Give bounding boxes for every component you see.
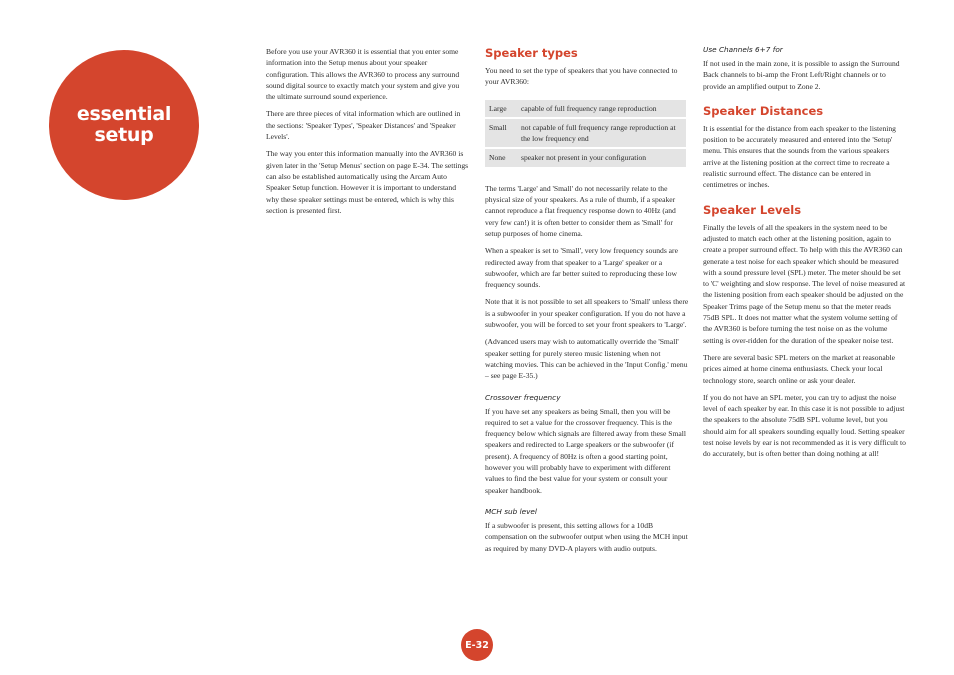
body-paragraph: Finally the levels of all the speakers in the system need to be adjusted to match each other at the listening position, again to create a proper surround effect. To help with this the AVR360 can generate a test noise for each speaker which should be measured with a sound pressure level (SPL) meter. The meter should be set to 'C' weighting and slow response. The level of noise measured at the listening position from each speaker should be adjusted on the Speaker Trims page of the Setup menu so that the meter reads 75dB SPL. It does not matter what the system volume setting of the AVR360 is before turning the test noise on as the volume setting is over-ridden for the duration of the speaker noise test. <box>703 222 906 345</box>
body-paragraph: If you do not have an SPL meter, you can try to adjust the noise level of each speaker by ear. In this case it is not possible to adjust the speakers to the absolute 75dB SPL volume level, but you should aim for all speakers sounding equally loud. Setting speaker test noise levels by ear is not recommended as it is very difficult to do accurately, but is often better than doing nothing at all! <box>703 392 906 459</box>
body-paragraph: When a speaker is set to 'Small', very low frequency sounds are redirected away from that speaker to a 'Large' speaker or a subwoofer, which are far better suited to reproducing these low frequency sounds. <box>485 246 678 290</box>
mch-sub-text: If a subwoofer is present, this setting allows for a 10dB compensation on the subwoofer output when using the MCH input as required by many DVD-A players with audio outputs. <box>485 520 688 553</box>
speaker-types-column <box>485 46 689 560</box>
body-paragraph: (Advanced users may wish to automatically override the 'Small' speaker setting for purely stereo music listening when not watching movies. This can be achieved in the 'Input Config.' menu – see page E-35.) <box>485 337 688 381</box>
section-title-line1: essential <box>76 103 172 125</box>
table-row <box>485 100 686 117</box>
crossover-text: If you have set any speakers as being Small, then you will be required to set a value for the crossover frequency. This is the frequency below which signals are filtered away from these Small speakers and redirected to Large speakers or the subwoofer (if present). A frequency of 80Hz is often a good starting point, however you will probably have to experiment with different values to find the best value for your system or consult your speaker handbook. <box>485 406 686 495</box>
mch-sub-heading: MCH sub level <box>485 506 537 516</box>
page-number-badge: E-32 <box>461 629 493 661</box>
intro-column <box>266 46 470 222</box>
section-title-badge <box>49 50 199 200</box>
table-row <box>485 119 686 148</box>
speaker-types-intro: You need to set the type of speakers that you have connected to your AVR360: <box>485 66 678 87</box>
speaker-type-desc: speaker not present in your configuration <box>517 149 686 166</box>
use-channels-text: If not used in the main zone, it is possible to assign the Surround Back channels to bi-amp the Front Left/Right channels or to provide an amplified output to Zone 2. <box>703 59 900 91</box>
speaker-types-heading: Speaker types <box>485 46 578 60</box>
speaker-levels-heading: Speaker Levels <box>703 202 802 217</box>
speaker-type-desc: capable of full frequency range reproduction <box>517 100 686 117</box>
body-paragraph: The terms 'Large' and 'Small' do not necessarily relate to the physical size of your speakers. As a rule of thumb, if a speaker cannot reproduce a flat frequency response down to 40Hz (and very few can!) it is often better to consider them as 'Small' for setup purposes of home cinema. <box>485 183 676 238</box>
speaker-distances-text: It is essential for the distance from each speaker to the listening position to be accurately measured and entered into the 'Setup' menu. This ensures that the sounds from the various speakers arrive at the listening position at the correct time to recreate a realistic surround effect. The distance can be entered in centimetres or inches. <box>703 123 896 190</box>
section-title-line2: setup <box>94 124 154 146</box>
intro-paragraph: There are three pieces of vital information which are outlined in the sections: 'Speaker Types', 'Speaker Distances' and 'Speaker Levels'. <box>266 109 461 142</box>
body-paragraph: Note that it is not possible to set all speakers to 'Small' unless there is a subwoofer in your speaker configuration. If you do not have a subwoofer, you will be forced to set your front speakers to 'Large'. <box>485 297 689 330</box>
speaker-type-name: Small <box>485 119 517 148</box>
body-paragraph: There are several basic SPL meters on the market at reasonable prices aimed at home cinema enthusiasts. Check your local technology store, search online or ask your dealer. <box>703 352 896 385</box>
distances-levels-column <box>703 44 907 466</box>
speaker-types-table <box>485 98 686 169</box>
crossover-heading: Crossover frequency <box>485 392 561 402</box>
speaker-type-name: Large <box>485 100 517 117</box>
table-row <box>485 149 686 166</box>
speaker-type-name: None <box>485 149 517 166</box>
speaker-type-desc: not capable of full frequency range reproduction at the low frequency end <box>517 119 686 148</box>
intro-paragraph: Before you use your AVR360 it is essential that you enter some information into the Setup menus about your speaker configuration. This allows the AVR360 to process any surround sound digital source to exactly match your system and give you the ultimate surround sound experience. <box>266 47 460 102</box>
intro-paragraph: The way you enter this information manually into the AVR360 is given later in the 'Setup Menus' section on page E-34. The settings can also be established automatically using the Arcam Auto Speaker Setup function. However it is important to understand why these speaker settings must be entered, which is why this section is presented first. <box>266 149 469 215</box>
speaker-distances-heading: Speaker Distances <box>703 103 824 118</box>
use-channels-heading: Use Channels 6+7 for <box>703 45 783 54</box>
